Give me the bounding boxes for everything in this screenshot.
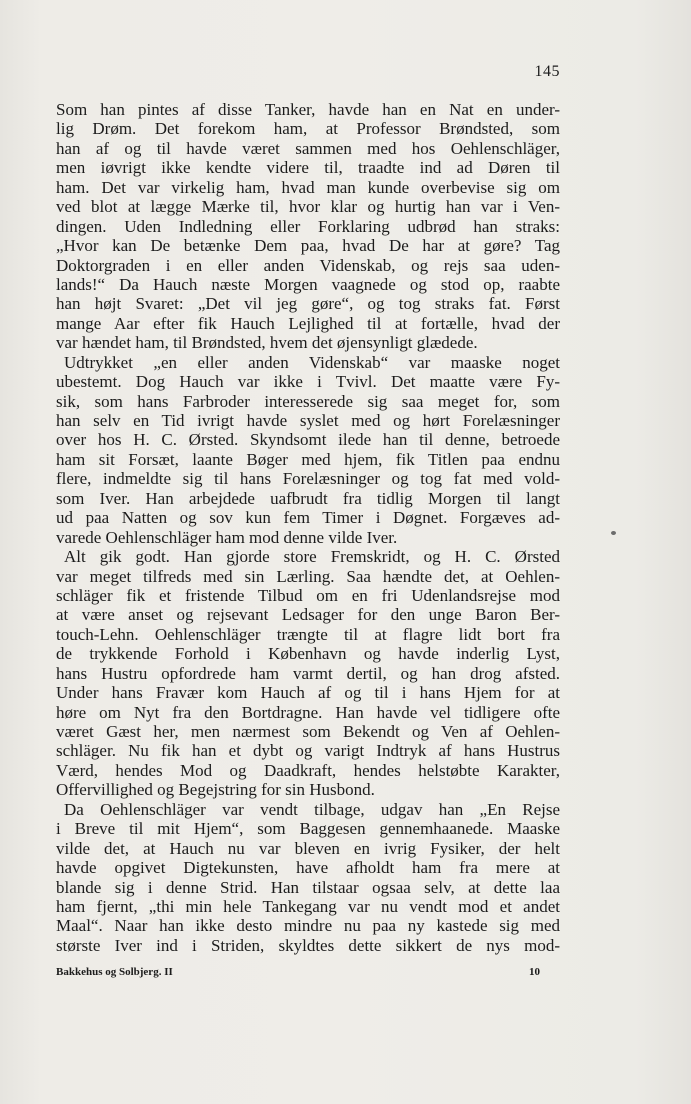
text-line: ham fjernt, „thi min hele Tankegang var nu vendt mod et andet (56, 896, 560, 916)
text-line: ham sit Forsæt, laante Bøger med hjem, fik Titlen paa endnu (56, 449, 560, 469)
text-line: største Iver ind i Striden, skyldtes dette sikkert de nys mod- (56, 935, 560, 955)
text-line: ved blot at lægge Mærke til, hvor klar og hurtig han var i Ven- (56, 197, 560, 217)
text-line: hans Hustru opfordrede ham varmt dertil, og han drog afsted. (56, 663, 560, 683)
text-line: Alt gik godt. Han gjorde store Fremskridt, og H. C. Ørsted (64, 547, 560, 567)
text-line: de trykkende Forhold i København og havde inderlig Lyst, (56, 644, 560, 664)
text-line: ubestemt. Dog Hauch var ikke i Tvivl. Det maatte være Fy- (56, 372, 560, 392)
text-line: Under hans Fravær kom Hauch af og til i hans Hjem for at (56, 683, 560, 703)
text-line: Offervillighed og Begejstring for sin Husbond. (56, 780, 375, 800)
text-line: Værd, hendes Mod og Daadkraft, hendes helstøbte Karakter, (56, 760, 560, 780)
text-line: Doktorgraden i en eller anden Videnskab, og rejs saa uden- (56, 255, 560, 275)
text-line: schläger fik et fristende Tilbud om en fri Udenlandsrejse mod (56, 585, 560, 605)
text-line: Da Oehlenschläger var vendt tilbage, udgav han „En Rejse (64, 799, 560, 819)
body-text (56, 100, 560, 955)
text-line: schläger. Nu fik han et dybt og varigt Indtryk af hans Hustrus (56, 741, 560, 761)
text-line: været Gæst her, men nærmest som Bekendt og Ven af Oehlen- (56, 722, 560, 741)
text-line: at være anset og rejsevant Ledsager for den unge Baron Ber- (56, 605, 560, 625)
text-line: over hos H. C. Ørsted. Skyndsomt ilede han til denne, betroede (56, 430, 560, 450)
text-line: dingen. Uden Indledning eller Forklaring udbrød han straks: (56, 216, 560, 236)
text-line: som Iver. Han arbejdede uafbrudt fra tidlig Morgen til langt (56, 488, 560, 508)
text-line: han selv en Tid ivrigt havde syslet med og hørt Forelæsninger (56, 411, 560, 430)
text-line: han højt Svaret: „Det vil jeg gøre“, og tog straks fat. Først (56, 294, 560, 314)
text-line: ud paa Natten og sov kun fem Timer i Døgnet. Forgæves ad- (56, 508, 560, 528)
text-line: lig Drøm. Det forekom ham, at Professor Brøndsted, som (56, 119, 560, 139)
text-line: sik, som hans Farbroder interesserede sig saa meget for, som (56, 391, 560, 411)
text-line: lands!“ Da Hauch næste Morgen vaagnede og stod op, raabte (56, 274, 560, 294)
footer-book-title: Bakkehus og Solbjerg. II (56, 966, 173, 978)
text-line: varede Oehlenschläger ham mod denne vilde Iver. (56, 527, 398, 547)
text-line: ham. Det var virkelig ham, hvad man kunde overbevise sig om (56, 177, 560, 197)
text-line: flere, indmeldte sig til hans Forelæsninger og tog fat med vold- (56, 469, 560, 489)
text-line: vilde det, at Hauch nu var bleven en ivrig Fysiker, der helt (56, 838, 560, 858)
text-line: Som han pintes af disse Tanker, havde han en Nat en under- (56, 100, 560, 119)
text-line: høre om Nyt fra den Bortdragne. Han havde vel tidligere ofte (56, 702, 560, 722)
text-line: var hændet ham, til Brøndsted, hvem det øjensynligt glædede. (56, 333, 478, 353)
text-line: Maal“. Naar han ikke desto mindre nu paa ny kastede sig med (56, 916, 560, 936)
page-number: 145 (534, 63, 560, 80)
text-line: i Breve til mit Hjem“, som Baggesen gennemhaanede. Maaske (56, 819, 560, 839)
text-line: mange Aar efter fik Hauch Lejlighed til at fortælle, hvad der (56, 313, 560, 333)
text-line: „Hvor kan De betænke Dem paa, hvad De har at gøre? Tag (56, 236, 560, 256)
page-footer (56, 966, 540, 978)
text-line: touch-Lehn. Oehlenschläger trængte til at flagre lidt bort fra (56, 624, 560, 644)
text-line: havde opgivet Digtekunsten, have afholdt ham fra mere at (56, 858, 560, 878)
text-line: men iøvrigt ikke kendte videre til, traadte ind ad Døren til (56, 158, 560, 178)
text-line: Udtrykket „en eller anden Videnskab“ var maaske noget (64, 352, 560, 372)
text-line: blande sig i denne Strid. Han tilstaar ogsaa selv, at dette laa (56, 877, 560, 897)
footer-signature-number: 10 (529, 966, 540, 978)
text-line: var meget tilfreds med sin Lærling. Saa hændte det, at Oehlen- (56, 566, 560, 586)
text-line: han af og til havde været sammen med hos Oehlenschläger, (56, 138, 560, 158)
print-speck (611, 531, 616, 535)
